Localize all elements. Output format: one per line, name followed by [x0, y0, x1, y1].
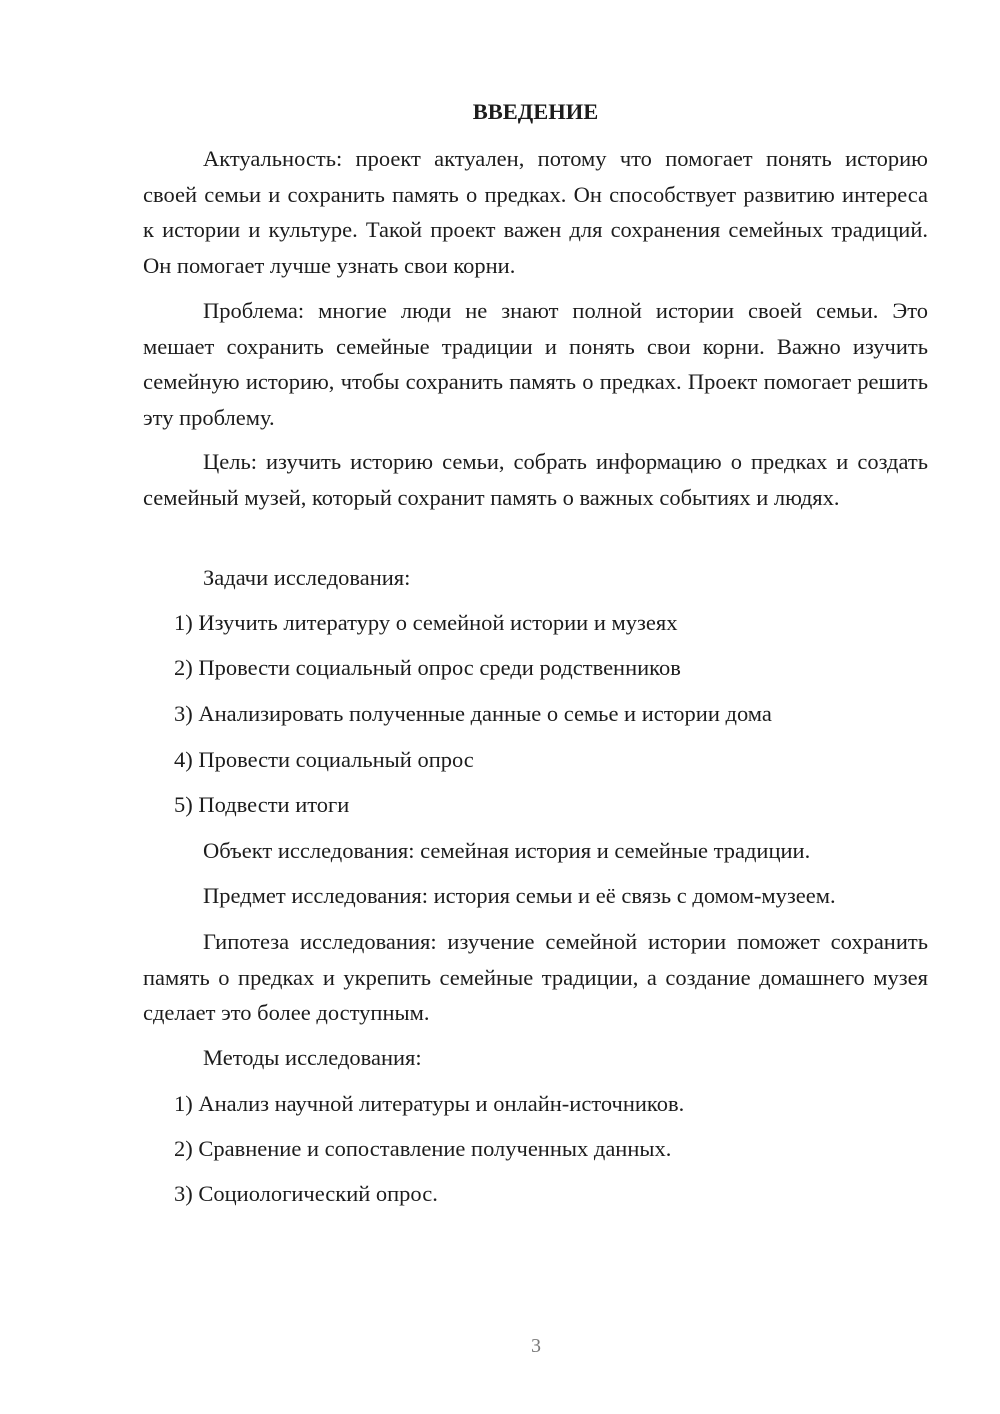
- object-line: Объект исследования: семейная история и семейные традиции.: [203, 838, 811, 863]
- task-item: 1) Изучить литературу о семейной истории и музеях: [174, 610, 678, 635]
- task-item: 3) Анализировать полученные данные о семье и истории дома: [174, 701, 772, 726]
- tasks-heading: Задачи исследования:: [203, 565, 411, 590]
- method-item: 3) Социологический опрос.: [174, 1181, 438, 1206]
- problem-paragraph: Проблема: многие люди не знают полной истории своей семьи. Это мешает сохранить семейные традиции и понять свои корни. Важно изучить семейную историю, чтобы сохранить память о предках. Проект помогает решить эту проблему.: [143, 298, 928, 430]
- task-item: 4) Провести социальный опрос: [174, 747, 474, 772]
- methods-heading: Методы исследования:: [203, 1045, 422, 1070]
- method-item: 1) Анализ научной литературы и онлайн-источников.: [174, 1091, 685, 1116]
- subject-line: Предмет исследования: история семьи и её связь с домом-музеем.: [203, 883, 836, 908]
- task-item: 2) Провести социальный опрос среди родственников: [174, 655, 681, 680]
- goal-paragraph: Цель: изучить историю семьи, собрать информацию о предках и создать семейный музей, который сохранит память о важных событиях и людях.: [143, 449, 928, 510]
- relevance-paragraph: Актуальность: проект актуален, потому что помогает понять историю своей семьи и сохранить память о предках. Он способствует развитию интереса к истории и культуре. Такой проект важен для сохранения семейных традиций. Он помогает лучше узнать свои корни.: [143, 146, 928, 278]
- task-item: 5) Подвести итоги: [174, 792, 350, 817]
- hypothesis-paragraph: Гипотеза исследования: изучение семейной истории поможет сохранить память о предках и укрепить семейные традиции, а создание домашнего музея сделает это более доступным.: [143, 929, 928, 1025]
- page-title: ВВЕДЕНИЕ: [472, 99, 599, 124]
- method-item: 2) Сравнение и сопоставление полученных данных.: [174, 1136, 672, 1161]
- page-number: 3: [531, 1335, 541, 1357]
